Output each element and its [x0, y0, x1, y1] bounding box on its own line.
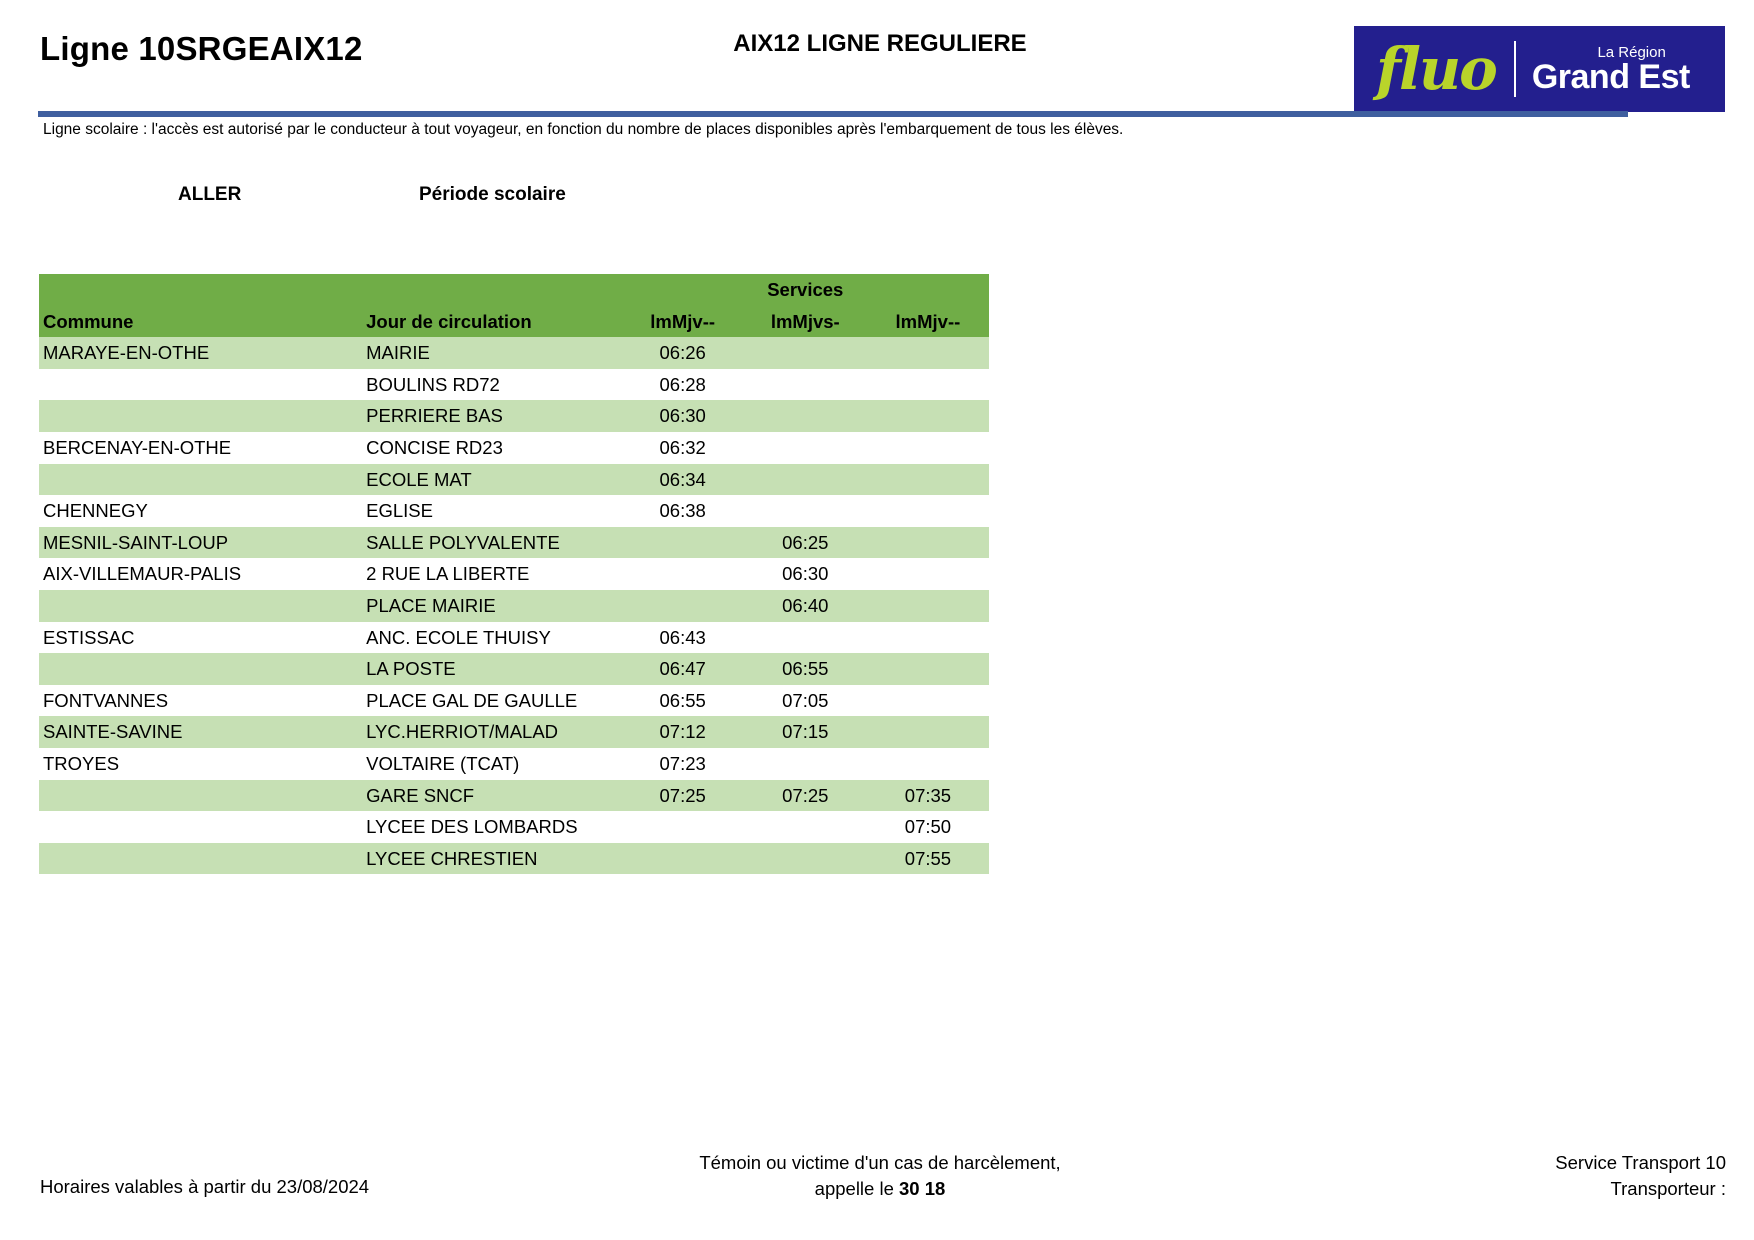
commune-cell: TROYES	[39, 748, 366, 780]
time-cell	[744, 748, 867, 780]
time-cell	[867, 558, 989, 590]
time-cell	[744, 432, 867, 464]
time-cell	[744, 337, 867, 369]
commune-cell: SAINTE-SAVINE	[39, 716, 366, 748]
access-notice: Ligne scolaire : l'accès est autorisé par le conducteur à tout voyageur, en fonction du nombre de places disponibles après l'embarquement de tous les élèves.	[43, 121, 1124, 138]
time-cell	[867, 432, 989, 464]
time-cell	[867, 400, 989, 432]
document-title: AIX12 LIGNE REGULIERE	[733, 30, 1027, 57]
time-cell	[867, 464, 989, 496]
table-row	[39, 653, 989, 685]
time-cell: 07:23	[622, 748, 744, 780]
time-cell: 07:05	[744, 685, 867, 717]
operator-line1: Service Transport 10	[1555, 1152, 1726, 1173]
direction-label: ALLER	[178, 184, 242, 205]
time-cell	[867, 748, 989, 780]
time-cell	[867, 685, 989, 717]
harassment-notice	[660, 1150, 1100, 1202]
table-row	[39, 369, 989, 401]
fluo-wordmark: fluo	[1376, 35, 1496, 103]
time-cell	[867, 590, 989, 622]
timetable	[39, 274, 989, 874]
table-row	[39, 464, 989, 496]
time-cell	[622, 843, 744, 875]
stop-cell: GARE SNCF	[366, 780, 621, 812]
commune-cell: MESNIL-SAINT-LOUP	[39, 527, 366, 559]
commune-cell: AIX-VILLEMAUR-PALIS	[39, 558, 366, 590]
time-cell: 07:50	[867, 811, 989, 843]
time-cell	[744, 622, 867, 654]
table-row	[39, 843, 989, 875]
services-header-row	[39, 274, 989, 306]
period-label: Période scolaire	[419, 184, 566, 205]
region-label-small: La Région	[1597, 43, 1666, 61]
operator-line2: Transporteur :	[1610, 1178, 1726, 1199]
stop-cell: PERRIERE BAS	[366, 400, 621, 432]
stop-cell: 2 RUE LA LIBERTE	[366, 558, 621, 590]
commune-cell	[39, 400, 366, 432]
time-cell	[744, 811, 867, 843]
table-row	[39, 400, 989, 432]
time-cell: 06:25	[744, 527, 867, 559]
commune-cell: BERCENAY-EN-OTHE	[39, 432, 366, 464]
service-code-header: lmMjv--	[622, 306, 744, 338]
time-cell	[744, 464, 867, 496]
time-cell	[744, 400, 867, 432]
time-cell: 06:38	[622, 495, 744, 527]
time-cell	[622, 590, 744, 622]
time-cell: 07:15	[744, 716, 867, 748]
time-cell: 06:28	[622, 369, 744, 401]
time-cell: 06:30	[622, 400, 744, 432]
time-cell: 07:25	[622, 780, 744, 812]
time-cell: 06:32	[622, 432, 744, 464]
time-cell	[622, 527, 744, 559]
table-row	[39, 748, 989, 780]
commune-cell: ESTISSAC	[39, 622, 366, 654]
commune-cell	[39, 464, 366, 496]
time-cell: 06:30	[744, 558, 867, 590]
stop-cell: SALLE POLYVALENTE	[366, 527, 621, 559]
commune-cell: FONTVANNES	[39, 685, 366, 717]
table-row	[39, 811, 989, 843]
commune-cell	[39, 653, 366, 685]
table-row	[39, 337, 989, 369]
harassment-line2	[660, 1176, 1100, 1202]
services-label: Services	[744, 274, 867, 306]
service-code-header: lmMjv--	[867, 306, 989, 338]
logo-separator	[1514, 41, 1516, 97]
stop-cell: LYCEE CHRESTIEN	[366, 843, 621, 875]
time-cell	[867, 653, 989, 685]
stop-cell: VOLTAIRE (TCAT)	[366, 748, 621, 780]
commune-cell: CHENNEGY	[39, 495, 366, 527]
time-cell	[622, 811, 744, 843]
table-row	[39, 780, 989, 812]
time-cell	[867, 527, 989, 559]
stop-cell: EGLISE	[366, 495, 621, 527]
time-cell	[867, 337, 989, 369]
time-cell	[867, 369, 989, 401]
service-code-header: lmMjvs-	[744, 306, 867, 338]
fluo-grand-est-logo	[1354, 26, 1725, 112]
time-cell: 06:34	[622, 464, 744, 496]
harassment-number: 30 18	[899, 1178, 946, 1199]
stop-cell: LYCEE DES LOMBARDS	[366, 811, 621, 843]
commune-cell	[39, 843, 366, 875]
time-cell	[622, 558, 744, 590]
validity-note: Horaires valables à partir du 23/08/2024	[40, 1176, 370, 1197]
time-cell: 07:35	[867, 780, 989, 812]
time-cell: 06:43	[622, 622, 744, 654]
time-cell: 07:12	[622, 716, 744, 748]
time-cell	[867, 622, 989, 654]
time-cell: 06:40	[744, 590, 867, 622]
stop-cell: ECOLE MAT	[366, 464, 621, 496]
table-row	[39, 558, 989, 590]
commune-cell	[39, 590, 366, 622]
harassment-line1: Témoin ou victime d'un cas de harcèlement,	[699, 1152, 1061, 1173]
time-cell	[867, 495, 989, 527]
region-wordmark	[1532, 45, 1690, 94]
table-row	[39, 527, 989, 559]
table-row	[39, 622, 989, 654]
timetable-body	[39, 337, 989, 874]
time-cell: 07:55	[867, 843, 989, 875]
table-row	[39, 495, 989, 527]
stop-cell: LYC.HERRIOT/MALAD	[366, 716, 621, 748]
stop-cell: PLACE MAIRIE	[366, 590, 621, 622]
commune-cell	[39, 811, 366, 843]
stop-cell: LA POSTE	[366, 653, 621, 685]
time-cell: 07:25	[744, 780, 867, 812]
operator-info	[1555, 1150, 1726, 1202]
header-rule	[38, 111, 1628, 117]
time-cell	[744, 369, 867, 401]
region-label-big: Grand Est	[1531, 57, 1690, 96]
table-row	[39, 685, 989, 717]
table-row	[39, 432, 989, 464]
stop-cell: PLACE GAL DE GAULLE	[366, 685, 621, 717]
time-cell: 06:47	[622, 653, 744, 685]
col-commune-header: Commune	[39, 306, 366, 338]
table-row	[39, 590, 989, 622]
time-cell	[867, 716, 989, 748]
line-code-title: Ligne 10SRGEAIX12	[40, 30, 363, 67]
col-day-header: Jour de circulation	[366, 306, 621, 338]
stop-cell: BOULINS RD72	[366, 369, 621, 401]
table-row	[39, 716, 989, 748]
stop-cell: CONCISE RD23	[366, 432, 621, 464]
commune-cell	[39, 780, 366, 812]
time-cell	[744, 495, 867, 527]
time-cell: 06:55	[622, 685, 744, 717]
column-header-row	[39, 306, 989, 338]
harassment-prefix: appelle le	[814, 1178, 900, 1199]
time-cell: 06:26	[622, 337, 744, 369]
time-cell: 06:55	[744, 653, 867, 685]
commune-cell: MARAYE-EN-OTHE	[39, 337, 366, 369]
time-cell	[744, 843, 867, 875]
stop-cell: MAIRIE	[366, 337, 621, 369]
stop-cell: ANC. ECOLE THUISY	[366, 622, 621, 654]
commune-cell	[39, 369, 366, 401]
